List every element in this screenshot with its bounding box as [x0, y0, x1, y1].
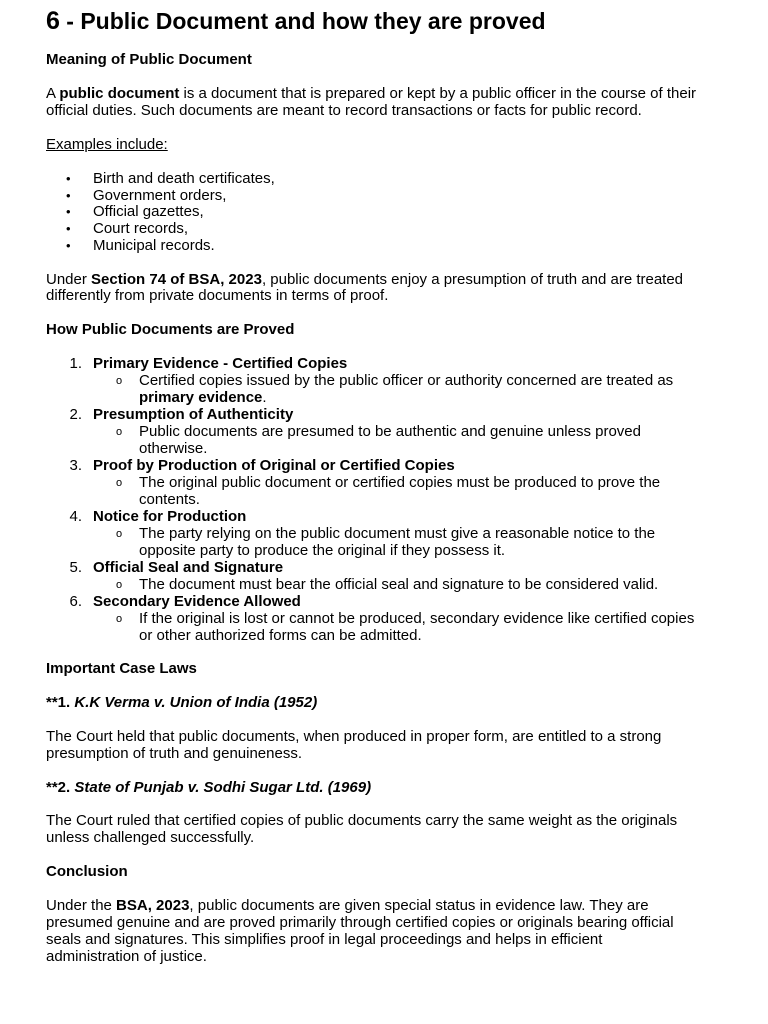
- bold-term: Section 74 of BSA, 2023: [91, 271, 262, 288]
- proof-item-detail-line2: opposite party to produce the original if they possess it.: [139, 542, 506, 559]
- text-run: Under: [46, 271, 92, 288]
- text-run: .: [262, 389, 267, 406]
- case2-heading: [46, 779, 371, 796]
- conclusion-line4: administration of justice.: [46, 948, 207, 965]
- proof-item-title: Notice for Production: [93, 508, 247, 525]
- title-number: 6: [46, 7, 60, 35]
- case-name: State of Punjab v. Sodhi Sugar Ltd. (1969): [74, 779, 372, 796]
- case1-text-line2: presumption of truth and genuineness.: [46, 745, 303, 762]
- bullet: •: [66, 238, 71, 253]
- text-run: Under the: [46, 897, 117, 914]
- proof-item-detail-line2: [139, 389, 267, 406]
- proof-item-detail: Public documents are presumed to be authentic and genuine unless proved: [139, 423, 641, 440]
- proof-item-detail-line2: or other authorized forms can be admitted.: [139, 627, 422, 644]
- sub-bullet: o: [116, 477, 123, 489]
- proof-item-detail: If the original is lost or cannot be produced, secondary evidence like certified copies: [139, 610, 695, 627]
- meaning-paragraph-line2: official duties. Such documents are meant to record transactions or facts for public record.: [46, 102, 642, 119]
- page-title: [46, 7, 546, 35]
- bullet: •: [66, 221, 71, 236]
- list-number: 2.: [69, 406, 82, 423]
- conclusion-line3: seals and signatures. This simplifies proof in legal proceedings and helps in efficient: [46, 931, 603, 948]
- text-run: , public documents are given special status in evidence law. They are: [189, 897, 649, 914]
- section-paragraph-line1: [46, 271, 683, 288]
- meaning-heading: Meaning of Public Document: [46, 51, 252, 68]
- case2-text-line1: The Court ruled that certified copies of public documents carry the same weight as the originals: [46, 812, 678, 829]
- case2-text-line2: unless challenged successfully.: [46, 829, 255, 846]
- proof-item-detail: The document must bear the official seal and signature to be considered valid.: [139, 576, 659, 593]
- list-number: 1.: [69, 355, 82, 372]
- proof-item-detail: The original public document or certified copies must be produced to prove the: [139, 474, 661, 491]
- proof-item-title: Proof by Production of Original or Certified Copies: [93, 457, 455, 474]
- list-number: 4.: [69, 508, 82, 525]
- bold-term: BSA, 2023: [116, 897, 190, 914]
- section-paragraph-line2: differently from private documents in terms of proof.: [46, 287, 389, 304]
- sub-bullet: o: [116, 375, 123, 387]
- proof-item-title: Official Seal and Signature: [93, 559, 284, 576]
- title-text: - Public Document and how they are proved: [59, 8, 546, 34]
- case1-text-line1: The Court held that public documents, when produced in proper form, are entitled to a strong: [46, 728, 662, 745]
- proof-item-title: Primary Evidence - Certified Copies: [93, 355, 348, 372]
- list-number: 6.: [69, 593, 82, 610]
- case1-heading: [46, 694, 317, 711]
- bold-term: public document: [59, 85, 180, 102]
- sub-bullet: o: [116, 579, 123, 591]
- conclusion-line2: presumed genuine and are proved primarily through certified copies or originals bearing official: [46, 914, 674, 931]
- list-item: Municipal records.: [93, 237, 215, 254]
- list-number: 5.: [69, 559, 82, 576]
- text-run: , public documents enjoy a presumption of truth and are treated: [261, 271, 684, 288]
- case-prefix: **1.: [46, 694, 75, 711]
- conclusion-heading: Conclusion: [46, 863, 128, 880]
- meaning-paragraph-line1: [46, 85, 696, 102]
- case-name: K.K Verma v. Union of India (1952): [74, 694, 318, 711]
- sub-bullet: o: [116, 528, 123, 540]
- proof-item-detail-line2: contents.: [139, 491, 200, 508]
- list-item: Government orders,: [93, 187, 227, 204]
- proof-item-title: Presumption of Authenticity: [93, 406, 294, 423]
- bullet: •: [66, 204, 71, 219]
- proof-item-detail-line2: otherwise.: [139, 440, 208, 457]
- proof-item-title: Secondary Evidence Allowed: [93, 593, 301, 610]
- conclusion-line1: [46, 897, 649, 914]
- case-prefix: **2.: [46, 779, 75, 796]
- cases-heading: Important Case Laws: [46, 660, 197, 677]
- list-number: 3.: [69, 457, 82, 474]
- list-item: Court records,: [93, 220, 189, 237]
- examples-label: Examples include:: [46, 136, 168, 153]
- text-run: A: [46, 85, 60, 102]
- text-run: is a document that is prepared or kept by a public officer in the course of their: [179, 85, 697, 102]
- bullet: •: [66, 188, 71, 203]
- bold-term: primary evidence: [139, 389, 263, 406]
- bullet: •: [66, 171, 71, 186]
- list-item: Official gazettes,: [93, 203, 204, 220]
- list-item: Birth and death certificates,: [93, 170, 275, 187]
- proof-item-detail: The party relying on the public document must give a reasonable notice to the: [139, 525, 656, 542]
- sub-bullet: o: [116, 613, 123, 625]
- proof-heading: How Public Documents are Proved: [46, 321, 295, 338]
- proof-item-detail: Certified copies issued by the public officer or authority concerned are treated as: [139, 372, 674, 389]
- sub-bullet: o: [116, 426, 123, 438]
